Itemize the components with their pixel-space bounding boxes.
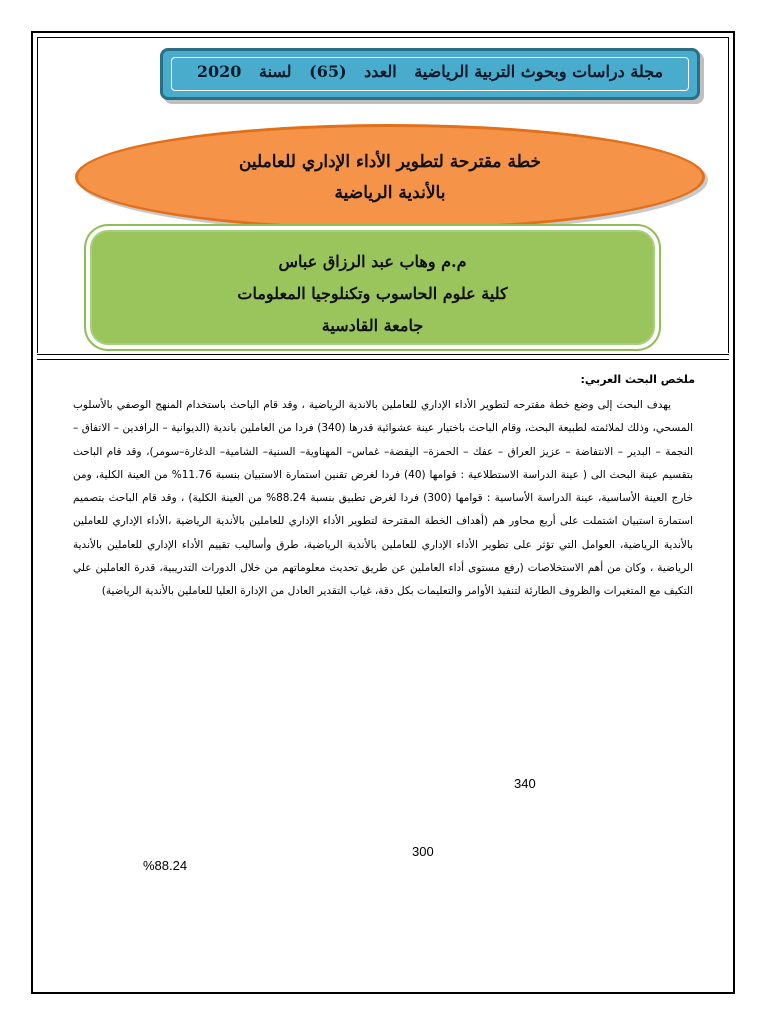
abstract-paragraph: يهدف البحث إلى وضع خطة مقترحه لتطوير الأداء الإداري للعاملين بالاندية الرياضية ، وقد قام الباحث باستخدام المنهج الوصفي بالأسلوب المسحي، وذلك لملائمته لطبيعة البحث، وقام الباحث باختيار عينة عشوائية قدرها (340) فردا من العاملين باندية (الديوانية – الرافدين – الاتفاق – النجمة – البدير – الانتفاضة – عزيز العراق – عفك – الحمزة– اليقضة– غماس– المهناوية– السنية– الشامية– الدغارة–سومر)، وقد قام الباحث بتقسيم عينة البحث الى ( عينة الدراسة الاستطلاعية : قوامها (40) فردا لغرض تقنين استمارة الاستبيان بنسبة 11.76% من العينة الكلية، ومن خارج العينة الأساسية، عينة الدراسة الأساسية : قوامها (300) فردا لغرض تطبيق بنسبة 88.24% من العينة الكلية) ، وقد قام الباحث بتصميم استمارة استبيان اشتملت على أربع محاور هم (أهداف الخطة المقترحة لتطوير الأداء الإداري للعاملين بالأندية الرياضية ،الأداء الإداري للعاملين بالأندية الرياضية، العوامل التي تؤثر على تطوير الأداء الإداري للعاملين بالأندية الرياضية، طرق وأساليب تقييم الأداء الإداري للعاملين بالأندية الرياضية ، وكان من أهم الاستخلاصات (رفع مستوى أداء العاملين عن طريق تحديث معلوماتهم من خلال الدورات التدريبية، قدرة العاملين علي التكيف مع المتغيرات والظروف الطارئة لتنفيذ الأوامر والتعليمات بكل دقة، غياب التقدير العادل من الإدارة العليا للعاملين بالأندية الرياضية): [73, 399, 694, 598]
author-university: جامعة القادسية: [321, 316, 424, 335]
section-divider-bottom: [37, 359, 729, 360]
journal-banner: [160, 48, 700, 100]
journal-name: مجلة دراسات وبحوث التربية الرياضية: [414, 62, 664, 81]
abstract-heading: ملخص البحث العربي:: [580, 373, 695, 386]
abstract-body: [73, 394, 693, 604]
author-college: كلية علوم الحاسوب وتكنلوجيا المعلومات: [237, 284, 508, 303]
stray-number-300: 300: [412, 844, 434, 859]
journal-header-text: [163, 62, 697, 81]
author-name: م.م وهاب عبد الرزاق عباس: [278, 252, 467, 271]
paper-title-line-2: بالأندية الرياضية: [334, 183, 446, 203]
stray-number-340: 340: [514, 776, 536, 791]
year-label: لسنة: [258, 62, 292, 81]
author-box: [90, 230, 655, 345]
section-divider-top: [37, 354, 729, 355]
stray-percentage: %88.24: [143, 858, 188, 873]
year: 2020: [196, 62, 242, 81]
paper-title-box: [75, 124, 705, 230]
paper-title-line-1: خطة مقترحة لتطوير الأداء الإداري للعاملين: [238, 152, 542, 172]
issue-label: العدد: [364, 62, 397, 81]
issue-number: (65): [309, 62, 347, 81]
